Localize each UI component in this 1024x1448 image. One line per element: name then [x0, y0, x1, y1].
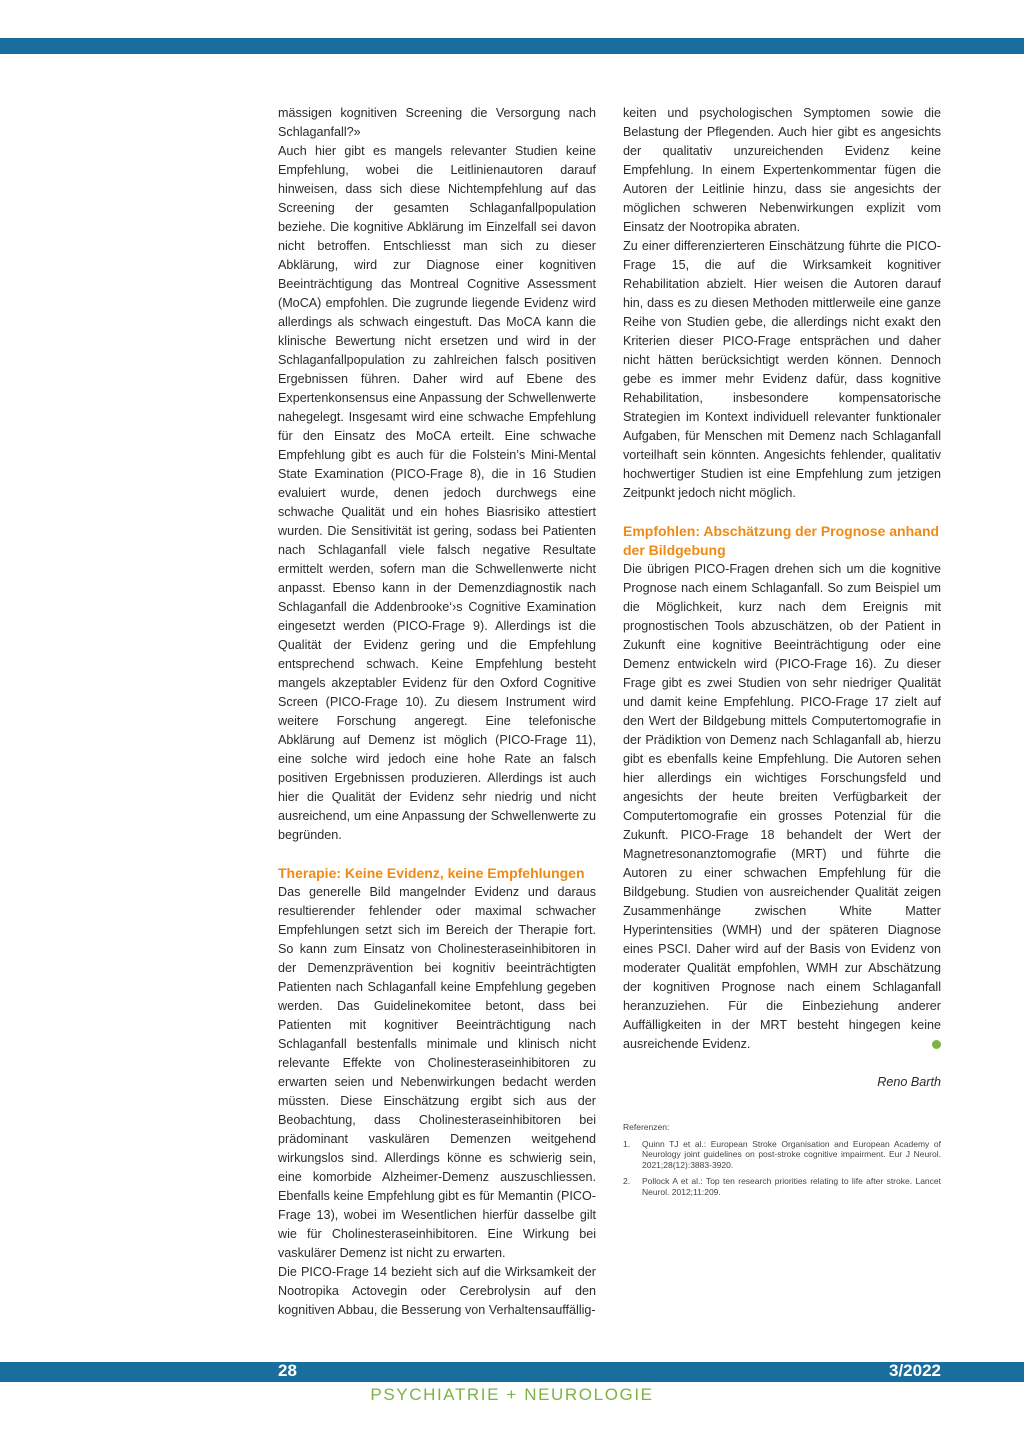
end-of-article-dot-icon	[932, 1040, 941, 1049]
paragraph: Das generelle Bild mangelnder Evidenz und daraus resultierender fehlender oder maximal schwacher Empfehlungen setzt sich im Bereich der Therapie fort. So kann zum Einsatz von Cholinesteraseinhibitoren in der Demenzprävention bei kognitiv beeinträchtigten Patienten nach Schlaganfall keine Empfehlung gegeben werden. Das Guidelinekomitee betont, dass bei Patienten mit kognitiver Beeinträchtigung nach Schlaganfall bestenfalls minimale und klinisch nicht relevante Effekte von Cholinesteraseinhibitoren zu erwarten seien und Nebenwirkungen bedacht werden müssten. Diese Einschätzung ergibt sich aus der Beobachtung, dass Cholinesteraseinhibitoren bei prädominant vaskulären Demenzen weitgehend wirkungslos sind. Allerdings könne es schwierig sein, eine komorbide Alzheimer-Demenz auszuschliessen. Ebenfalls keine Empfehlung gibt es für Memantin (PICO-Frage 13), wobei im Wesentlichen hierfür dasselbe gilt wie für Cholinesteraseinhibitoren. Eine Wirkung bei vaskulärer Demenz ist nicht zu erwarten.	[278, 885, 596, 1260]
paragraph: keiten und psychologischen Symptomen sowie die Belastung der Pflegenden. Auch hier gibt es angesichts der qualitativ unzureichenden Evidenz keine Empfehlung. In einem Expertenkommentar fügen die Autoren der Leitlinie hinzu, dass sie angesichts der möglichen schweren Nebenwirkungen explizit vom Einsatz der Nootropika abraten.	[623, 106, 941, 234]
footer-bar	[0, 1362, 1024, 1382]
right-column	[623, 104, 941, 1203]
author-name: Reno Barth	[877, 1075, 941, 1089]
paragraph-text: Die übrigen PICO-Fragen drehen sich um die kognitive Prognose nach einem Schlaganfall. So zum Beispiel um die Möglichkeit, kurz nach dem Ereignis mit prognostischen Tools abzuschätzen, ob der Patient in Zukunft eine kognitive Beeinträchtigung oder eine Demenz entwickeln wird (PICO-Frage 16). Zu dieser Frage gibt es zwei Studien von sehr niedriger Qualität und damit keine Empfehlung. PICO-Frage 17 zielt auf den Wert der Bildgebung mittels Computertomografie in der Prädiktion von Demenz nach Schlaganfall ab, hierzu gibt es ebenfalls keine Empfehlung. Die Autoren sehen hier allerdings ein wichtiges Forschungsfeld und angesichts der heute breiten Verfügbarkeit der Computertomografie ein grosses Potenzial für die Zukunft. PICO-Frage 18 behandelt der Wert der Magnetresonanztomografie (MRT) und führte die Autoren zu einer schwachen Empfehlung für die Bildgebung. Studien von ausreichender Qualität zeigen Zusammenhänge zwischen White Matter Hyperintensities (WMH) und der späteren Diagnose eines PSCI. Daher wird auf der Basis von Evidenz von moderater Qualität empfohlen, WMH zur Abschätzung der kognitiven Prognose nach einem Schlaganfall heranzuziehen. Für die Einbeziehung anderer Auffälligkeiten in der MRT besteht hingegen keine ausreichende Evidenz.	[623, 562, 941, 1051]
reference-number: 1.	[623, 1138, 631, 1149]
issue-number: 3/2022	[889, 1361, 941, 1380]
page-number: 28	[278, 1361, 297, 1380]
paragraph: Zu einer differenzierteren Einschätzung führte die PICO-Frage 15, die auf die Wirksamkeit kognitiver Rehabilitation abzielt. Hier weisen die Autoren darauf hin, dass es zu diesen Methoden mittlerweile eine ganze Reihe von Studien gebe, die allerdings nicht exakt den Kriterien dieser PICO-Frage entsprächen und daher nicht hätten berücksichtigt werden können. Dennoch gebe es immer mehr Evidenz dafür, dass kognitive Rehabilitation, insbesondere kompensatorische Strategien im Kontext individuell relevanter funktionaler Aufgaben, für Menschen mit Demenz nach Schlaganfall vorteilhaft sein könnten. Angesichts fehlender, qualitativ hochwertiger Studien ist eine Empfehlung zum jetzigen Zeitpunkt jedoch nicht möglich.	[623, 239, 941, 500]
reference-item	[623, 1139, 941, 1171]
reference-text: Pollock A et al.: Top ten research priorities relating to life after stroke. Lancet Neurol. 2012;11:209.	[642, 1176, 941, 1197]
journal-title: PSYCHIATRIE + NEUROLOGIE	[370, 1385, 654, 1404]
section-heading: Therapie: Keine Evidenz, keine Empfehlungen	[278, 865, 585, 881]
reference-number: 2.	[623, 1176, 631, 1186]
header-bar	[0, 38, 1024, 54]
reference-text: Quinn TJ et al.: European Stroke Organisation and European Academy of Neurology joint guidelines on post-stroke cognitive impairment. Eur J Neurol. 2021;28(12):3883-3920.	[642, 1138, 941, 1170]
paragraph: Auch hier gibt es mangels relevanter Studien keine Empfehlung, wobei die Leitlinienautoren darauf hinweisen, dass sich diese Nichtempfehlung auf das Screening der gesamten Schlaganfallpopulation beziehe. Die kognitive Abklärung im Einzelfall sei davon nicht betroffen. Entschliesst man sich zu dieser Abklärung, wird zur Diagnose einer kognitiven Beeinträchtigung das Montreal Cognitive Assessment (MoCA) empfohlen. Die zugrunde liegende Evidenz wird allerdings als schwach eingestuft. Das MoCA kann die klinische Bewertung nicht ersetzen und wird in der Schlaganfallpopulation zu zahlreichen falsch positiven Ergebnissen führen. Daher wird auf Ebene des Expertenkonsensus eine Anpassung der Schwellenwerte nahegelegt. Insgesamt wird eine schwache Empfehlung für den Einsatz des MoCA erteilt. Eine schwache Empfehlung gibt es auch für die Folstein’s Mini-Mental State Examination (PICO-Frage 8), die in 16 Studien evaluiert wurde, denen jedoch durchwegs eine schwache Qualität und ein hohes Biasrisiko attestiert wurden. Die Sensitivität ist gering, sodass bei Patienten nach Schlaganfall viele falsch negative Resultate ermittelt werden, sofern man die Schwellenwerte nicht anpasst. Ebenso kann in der Demenzdiagnostik nach Schlaganfall die Addenbrooke‘›s Cognitive Examination eingesetzt werden (PICO-Frage 9). Allerdings ist die Qualität der Evidenz gering und die Empfehlung entsprechend schwach. Keine Empfehlung besteht mangels akzeptabler Evidenz für den Oxford Cognitive Screen (PICO-Frage 10). Zu diesem Instrument wird weitere Forschung angeregt. Eine telefonische Abklärung auf Demenz ist möglich (PICO-Frage 11), eine solche wird jedoch eine hohe Rate an falsch positiven Ergebnissen produzieren. Allerdings ist auch hier die Qualität der Evidenz sehr niedrig und nicht ausreichend, um eine Anpassung der Schwellenwerte zu begründen.	[278, 144, 596, 842]
references-title: Referenzen:	[623, 1122, 670, 1132]
paragraph: Die PICO-Frage 14 bezieht sich auf die Wirksamkeit der Nootropika Actovegin oder Cerebrolysin auf den kognitiven Abbau, die Besserung von Verhaltensauffällig-	[278, 1265, 596, 1317]
references	[623, 1122, 941, 1197]
paragraph-with-endmark	[623, 560, 941, 1054]
left-column	[278, 104, 596, 1320]
section-heading: Empfohlen: Abschätzung der Prognose anhand der Bildgebung	[623, 523, 940, 558]
paragraph: mässigen kognitiven Screening die Versorgung nach Schlaganfall?»	[278, 106, 596, 139]
reference-item	[623, 1176, 941, 1197]
